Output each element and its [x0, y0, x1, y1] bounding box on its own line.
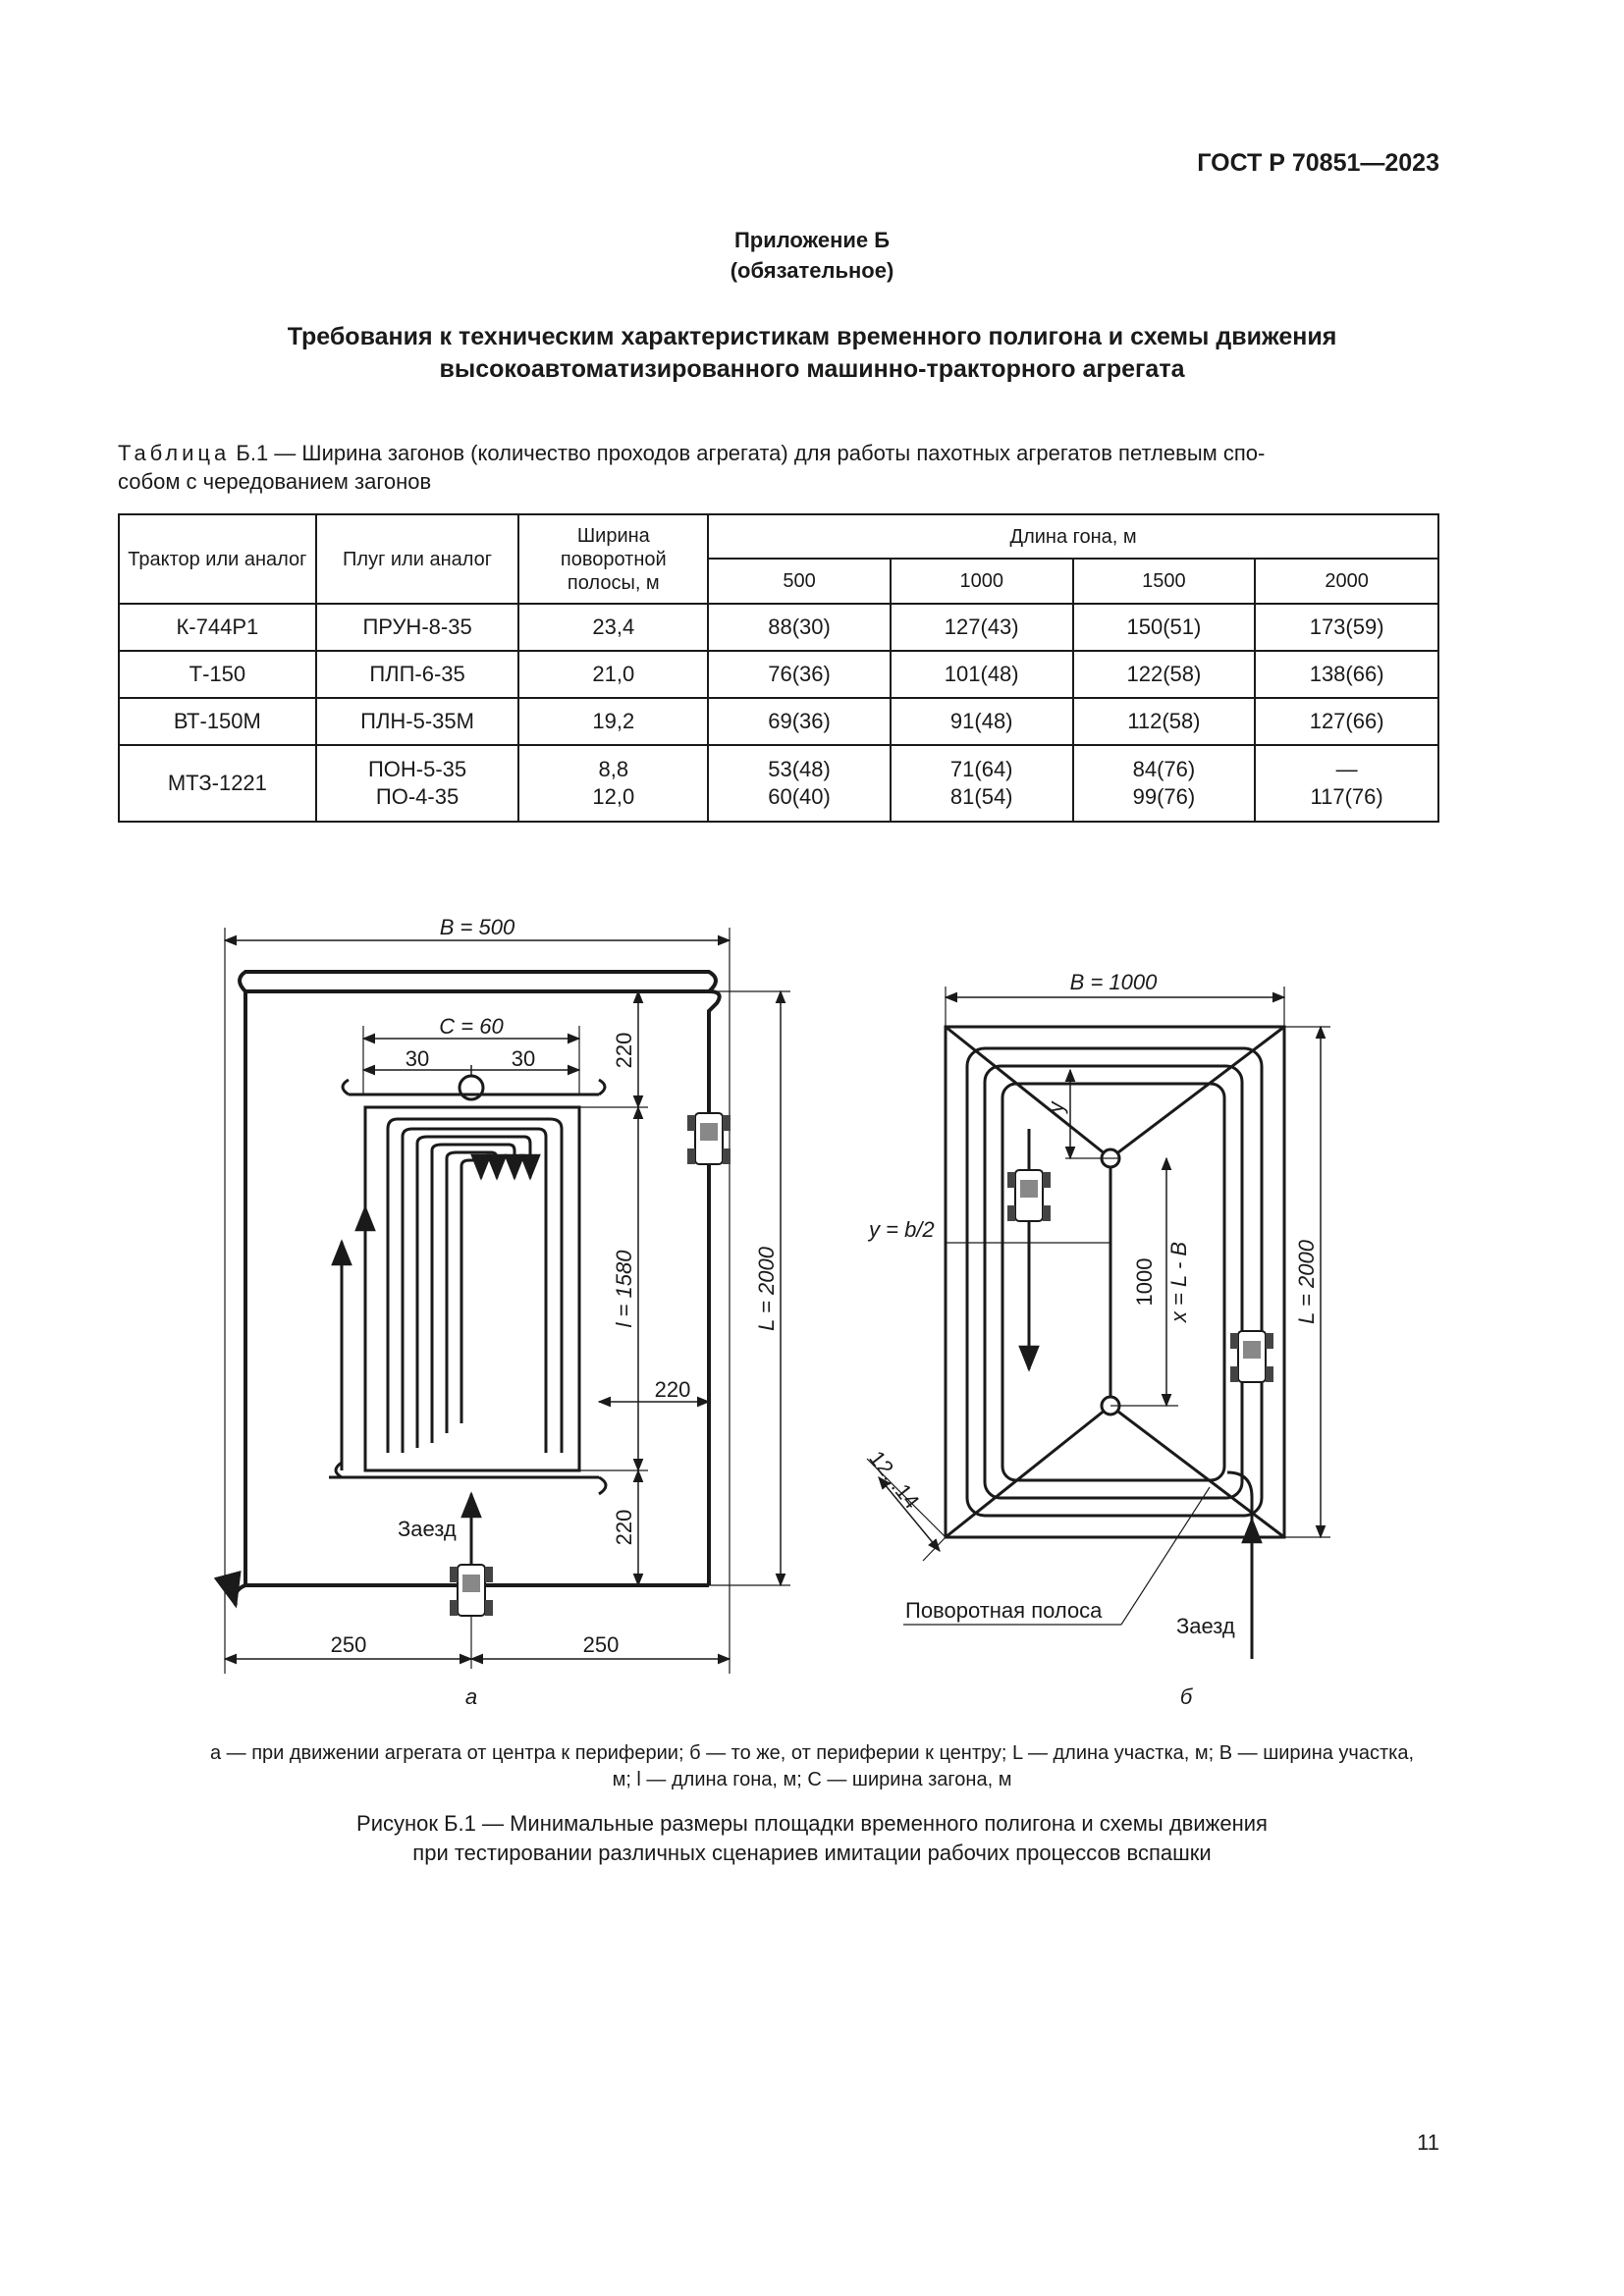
cell-tractor: МТЗ-1221: [119, 745, 316, 822]
page-number: 11: [1417, 2130, 1439, 2155]
tractor-icon: [450, 1565, 493, 1616]
header-run-length: Длина гона, м: [708, 514, 1438, 559]
fig-b-label: б: [1179, 1684, 1193, 1709]
fig-a-c2-label: 30: [511, 1046, 536, 1071]
fig-a-w2: 250: [582, 1632, 620, 1657]
cell-value: 76(36): [708, 651, 891, 698]
figure-caption-line-2: при тестировании различных сценариев имитации рабочих процессов вспашки: [412, 1841, 1212, 1865]
cell-tractor: Т-150: [119, 651, 316, 698]
tractor-icon: [1007, 1170, 1051, 1221]
cell-value: 69(36): [708, 698, 891, 745]
cell-value-2: 60(40): [768, 784, 831, 809]
header-length-500: 500: [708, 559, 891, 604]
fig-a-entry: Заезд: [398, 1517, 457, 1541]
fig-a-220-mid: 220: [654, 1377, 691, 1402]
fig-a-220-bot: 220: [612, 1509, 636, 1546]
tractor-icon: [1230, 1331, 1273, 1382]
cell-plow: ПРУН-8-35: [316, 604, 519, 651]
cell-width: 19,2: [518, 698, 708, 745]
cell-value-1: —: [1335, 757, 1358, 781]
section-title-line-1: Требования к техническим характеристикам временного полигона и схемы движения: [287, 323, 1337, 350]
cell-value: 101(48): [891, 651, 1073, 698]
legend-line-1: а — при движении агрегата от центра к периферии; б — то же, от периферии к центру; L — длина участка, м; B — ширина участка,: [209, 1742, 1415, 1764]
cell-value-1: 53(48): [768, 757, 831, 781]
fig-b-range: 12...14: [864, 1446, 925, 1514]
cell-plow: ПЛН-5-35М: [316, 698, 519, 745]
fig-b-entry: Заезд: [1176, 1614, 1235, 1638]
header-tractor: Трактор или аналог: [119, 514, 316, 604]
fig-b-y-small: y: [1044, 1101, 1068, 1113]
fig-b-b-label: B = 1000: [1069, 970, 1158, 994]
fig-a-w1: 250: [330, 1632, 367, 1657]
cell-value: 112(58): [1073, 698, 1256, 745]
tractor-icon: [687, 1113, 731, 1164]
cell-plow-2: ПО-4-35: [375, 784, 460, 809]
fig-a-c-label: C = 60: [439, 1014, 504, 1039]
header-length-1000: 1000: [891, 559, 1073, 604]
fig-b-x-label: x = L - B: [1166, 1241, 1191, 1323]
cell-value: 88(30): [708, 604, 891, 651]
figure-b: [867, 987, 1330, 1659]
appendix-status: (обязательное): [730, 258, 894, 283]
cell-value: 91(48): [891, 698, 1073, 745]
cell-width-1: 8,8: [598, 757, 629, 781]
standard-number: ГОСТ Р 70851—2023: [1197, 149, 1439, 177]
cell-plow-1: ПОН-5-35: [367, 757, 467, 781]
legend-line-2: м; l — длина гона, м; С — ширина загона, м: [612, 1769, 1012, 1790]
cell-value: 173(59): [1255, 604, 1438, 651]
cell-value: 150(51): [1073, 604, 1256, 651]
figure-a: [225, 928, 790, 1674]
fig-b-L-label: L = 2000: [1294, 1240, 1319, 1324]
cell-width-2: 12,0: [592, 784, 635, 809]
cell-value-2: 99(76): [1132, 784, 1196, 809]
cell-value-2: 117(76): [1310, 784, 1383, 809]
header-length-1500: 1500: [1073, 559, 1256, 604]
fig-a-b-label: B = 500: [439, 915, 515, 939]
table-caption-label: Таблица: [118, 441, 231, 465]
cell-value-2: 81(54): [949, 784, 1013, 809]
fig-a-L-label: L = 2000: [754, 1247, 779, 1331]
table-caption-text: Б.1 — Ширина загонов (количество проходов агрегата) для работы пахотных агрегатов петлевым спо-: [236, 441, 1266, 465]
cell-value: 122(58): [1073, 651, 1256, 698]
fig-b-1000: 1000: [1132, 1257, 1157, 1307]
fig-a-l-label: l = 1580: [612, 1250, 636, 1328]
cell-plow: ПЛП-6-35: [316, 651, 519, 698]
fig-b-y-label: y = b/2: [869, 1217, 935, 1242]
cell-width: 21,0: [518, 651, 708, 698]
figure-caption-line-1: Рисунок Б.1 — Минимальные размеры площадки временного полигона и схемы движения: [356, 1811, 1268, 1836]
cell-value-1: 84(76): [1132, 757, 1196, 781]
cell-tractor: ВТ-150М: [119, 698, 316, 745]
fig-a-c1-label: 30: [405, 1046, 430, 1071]
cell-value: 127(66): [1255, 698, 1438, 745]
section-title-line-2: высокоавтоматизированного машинно-тракторного агрегата: [439, 355, 1185, 383]
cell-width: 23,4: [518, 604, 708, 651]
appendix-name: Приложение Б: [733, 228, 891, 252]
header-plow: Плуг или аналог: [316, 514, 519, 604]
cell-value-1: 71(64): [949, 757, 1013, 781]
fig-a-220-top: 220: [612, 1032, 636, 1069]
cell-value: 127(43): [891, 604, 1073, 651]
header-length-2000: 2000: [1255, 559, 1438, 604]
header-strip-width: Ширина поворотной полосы, м: [518, 514, 708, 604]
table-caption-line-2: собом с чередованием загонов: [118, 469, 432, 494]
fig-a-label: а: [464, 1684, 478, 1709]
cell-tractor: К-744Р1: [119, 604, 316, 651]
cell-value: 138(66): [1255, 651, 1438, 698]
fig-b-strip: Поворотная полоса: [905, 1598, 1103, 1623]
